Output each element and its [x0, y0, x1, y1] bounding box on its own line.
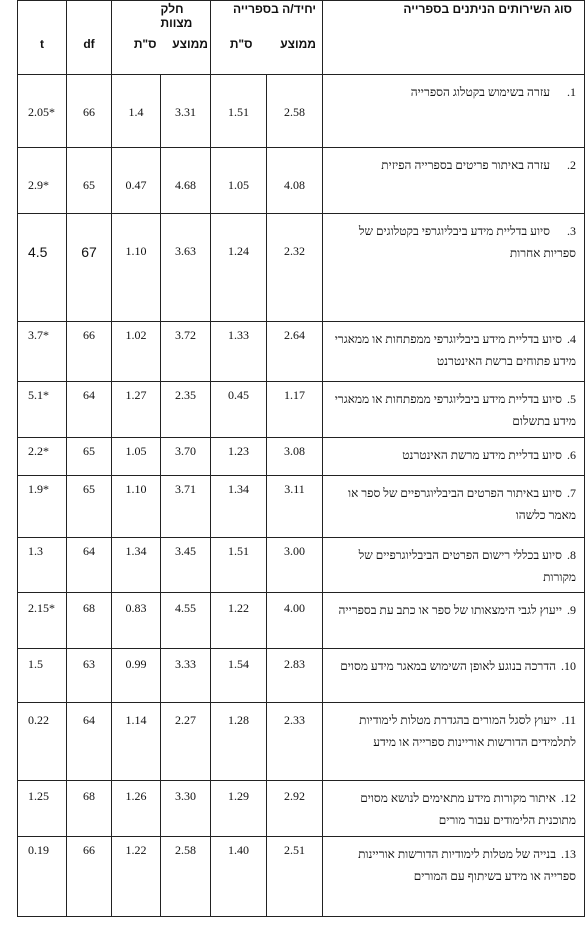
service-description-cell [323, 649, 585, 703]
librarian-sd-cell [211, 148, 267, 214]
librarian-sd-cell [211, 649, 267, 703]
librarian-mean: 2.64 [284, 328, 305, 342]
table-row [18, 476, 585, 538]
service-description-cell [323, 214, 585, 322]
t-value-cell [18, 214, 67, 322]
librarian-sd: 1.29 [228, 789, 249, 803]
table-row [18, 781, 585, 837]
librarian-sd-cell [211, 382, 267, 438]
df-value-cell [67, 649, 112, 703]
df-value: 66 [83, 328, 95, 342]
df-value-cell [67, 837, 112, 917]
item-number: 12. [561, 791, 576, 805]
t-value-cell [18, 837, 67, 917]
librarian-mean: 1.17 [284, 388, 305, 402]
librarian-mean-cell [267, 703, 323, 781]
librarian-mean: 3.00 [284, 544, 305, 558]
majority-sd: 0.99 [125, 657, 147, 671]
item-number: 8. [567, 548, 576, 562]
majority-sd-cell [112, 837, 161, 917]
majority-sd: 1.4 [128, 105, 144, 119]
header-majority-sd-cell [112, 1, 161, 75]
librarian-mean-cell [267, 781, 323, 837]
service-description: ייעוץ לסגל המורים בהגדרת מטלות לימודיות לתלמידים הדורשות אוריינות ספרייה או מידע [359, 713, 576, 749]
librarian-sd-cell [211, 781, 267, 837]
majority-mean-cell [161, 781, 211, 837]
librarian-sd: 1.51 [228, 544, 249, 558]
majority-mean: 3.31 [175, 105, 196, 119]
librarian-sd: 1.40 [228, 843, 249, 857]
librarian-mean: 2.58 [284, 105, 305, 119]
table-row [18, 538, 585, 593]
librarian-mean: 2.51 [284, 843, 305, 857]
t-value: 1.3 [28, 544, 43, 558]
majority-sd-cell [112, 322, 161, 382]
t-value-cell [18, 593, 67, 649]
service-description: עזרה באיתור פריטים בספרייה הפיזית [381, 158, 550, 172]
librarian-mean-cell [267, 649, 323, 703]
table-row [18, 382, 585, 438]
t-value-cell [18, 781, 67, 837]
df-value: 66 [83, 105, 95, 119]
t-value-cell [18, 538, 67, 593]
service-description-cell [323, 148, 585, 214]
t-value-cell [18, 148, 67, 214]
librarian-sd: 1.24 [228, 244, 249, 258]
librarian-mean: 3.08 [284, 444, 305, 458]
majority-sd: 1.10 [125, 244, 147, 258]
item-number: 4. [567, 332, 576, 346]
majority-sd: 1.22 [125, 843, 147, 857]
majority-sd-cell [112, 75, 161, 148]
statistics-table [17, 0, 585, 917]
majority-mean-cell [161, 476, 211, 538]
majority-mean-cell [161, 649, 211, 703]
librarian-sd-cell [211, 476, 267, 538]
table-row [18, 75, 585, 148]
header-t-cell [18, 1, 67, 75]
majority-mean: 3.45 [175, 544, 196, 558]
librarian-mean: 2.33 [284, 713, 305, 727]
t-value-cell [18, 476, 67, 538]
majority-mean-cell [161, 322, 211, 382]
item-number: 3. [567, 224, 576, 238]
service-description: ייעוץ לגבי הימצאותו של ספר או כתב עת בספרייה [338, 603, 562, 617]
librarian-mean: 2.32 [284, 244, 305, 258]
librarian-sd: 1.28 [228, 713, 249, 727]
df-value-cell [67, 781, 112, 837]
df-value-cell [67, 75, 112, 148]
service-description-cell [323, 703, 585, 781]
header-service-type-cell [323, 1, 585, 75]
service-description: איתור מקורות מידע מתאימים לנושא מסוים מתוכנית הלימודים עבור מורים [360, 791, 576, 827]
header-df-cell [67, 1, 112, 75]
majority-mean-cell [161, 382, 211, 438]
df-value-cell [67, 703, 112, 781]
df-value: 64 [83, 544, 95, 558]
item-number: 11. [561, 713, 576, 727]
majority-mean: 4.68 [175, 178, 196, 192]
table-row [18, 438, 585, 476]
majority-mean-cell [161, 75, 211, 148]
df-value-cell [67, 438, 112, 476]
librarian-sd: 1.22 [228, 601, 249, 615]
majority-mean: 3.63 [175, 244, 196, 258]
header-majority-cell [161, 1, 211, 75]
t-value-cell [18, 322, 67, 382]
header-librarian: יחיד/ה בספרייה [233, 2, 316, 16]
header-service-type: סוג השירותים הניתנים בספרייה [403, 2, 572, 16]
majority-sd-cell [112, 382, 161, 438]
majority-mean: 3.70 [175, 444, 196, 458]
t-value: 2.2* [28, 444, 49, 458]
t-value: 1.25 [28, 789, 49, 803]
librarian-sd-cell [211, 538, 267, 593]
librarian-mean-cell [267, 593, 323, 649]
t-value-cell [18, 438, 67, 476]
service-description-cell [323, 382, 585, 438]
majority-sd: 1.10 [125, 482, 147, 496]
service-description-cell [323, 538, 585, 593]
df-value-cell [67, 148, 112, 214]
t-value: 2.9* [28, 178, 49, 192]
librarian-sd-cell [211, 322, 267, 382]
librarian-sd-cell [211, 75, 267, 148]
librarian-sd-cell [211, 214, 267, 322]
t-value: 0.19 [28, 843, 49, 857]
item-number: 7. [567, 486, 576, 500]
librarian-sd: 1.05 [228, 178, 249, 192]
librarian-mean-cell [267, 438, 323, 476]
majority-mean: 2.58 [175, 843, 196, 857]
majority-mean: 2.35 [175, 388, 196, 402]
service-description-cell [323, 781, 585, 837]
service-description: סיוע בדליית מידע מרשת האינטרנט [402, 448, 562, 462]
t-value-cell [18, 649, 67, 703]
librarian-sd-cell [211, 593, 267, 649]
librarian-mean-cell [267, 382, 323, 438]
service-description-cell [323, 322, 585, 382]
t-value: 1.9* [28, 482, 49, 496]
librarian-mean-cell [267, 837, 323, 917]
majority-sd-cell [112, 781, 161, 837]
t-value: 5.1* [28, 388, 49, 402]
service-description-cell [323, 476, 585, 538]
librarian-mean: 4.00 [284, 601, 305, 615]
majority-sd-cell [112, 476, 161, 538]
majority-sd-cell [112, 703, 161, 781]
librarian-sd: 1.51 [228, 105, 249, 119]
service-description: סיוע בדליית מידע ביבליוגרפי ממפתחות או ממאגרי מידע פתוחים ברשת האינטרנט [334, 332, 576, 368]
table-row [18, 322, 585, 382]
librarian-mean-cell [267, 538, 323, 593]
librarian-mean-cell [267, 214, 323, 322]
service-description-cell [323, 438, 585, 476]
librarian-sd: 1.33 [228, 328, 249, 342]
df-value: 68 [83, 601, 95, 615]
librarian-sd: 1.54 [228, 657, 249, 671]
librarian-mean-cell [267, 75, 323, 148]
librarian-sd-cell [211, 438, 267, 476]
majority-mean-cell [161, 703, 211, 781]
df-value: 68 [83, 789, 95, 803]
librarian-sd: 0.45 [228, 388, 249, 402]
item-number: 9. [567, 603, 576, 617]
majority-mean-cell [161, 148, 211, 214]
df-value: 64 [83, 388, 95, 402]
item-number: 1. [567, 85, 576, 99]
librarian-mean: 2.83 [284, 657, 305, 671]
df-value-cell [67, 593, 112, 649]
librarian-mean-cell [267, 148, 323, 214]
majority-mean-cell [161, 593, 211, 649]
df-value-cell [67, 476, 112, 538]
majority-sd: 1.26 [125, 789, 147, 803]
table-row [18, 649, 585, 703]
majority-mean: 3.30 [175, 789, 196, 803]
majority-sd-cell [112, 214, 161, 322]
table-header-row [18, 1, 585, 75]
majority-sd: 1.02 [125, 328, 147, 342]
majority-mean: 3.33 [175, 657, 196, 671]
header-majority-sd: ס"ת [133, 37, 157, 51]
majority-sd: 0.47 [125, 178, 147, 192]
item-number: 13. [561, 847, 576, 861]
service-description-cell [323, 75, 585, 148]
service-description-cell [323, 837, 585, 917]
majority-mean: 3.71 [175, 482, 196, 496]
df-value: 66 [83, 843, 95, 857]
item-number: 6. [567, 448, 576, 462]
service-description: עזרה בשימוש בקטלוג הספרייה [410, 85, 550, 99]
table-row [18, 148, 585, 214]
majority-mean-cell [161, 438, 211, 476]
majority-sd-cell [112, 593, 161, 649]
majority-mean-cell [161, 538, 211, 593]
t-value-cell [18, 75, 67, 148]
table-row [18, 837, 585, 917]
item-number: 2. [567, 158, 576, 172]
majority-sd: 1.05 [125, 444, 147, 458]
majority-mean-cell [161, 214, 211, 322]
df-value: 65 [83, 482, 95, 496]
header-majority-mean: ממוצע [172, 37, 208, 51]
service-description: סיוע בדליית מידע ביבליוגרפי בקטלוגים של ספריות אחרות [358, 224, 576, 260]
majority-mean: 4.55 [175, 601, 196, 615]
majority-sd-cell [112, 649, 161, 703]
df-value: 64 [83, 713, 95, 727]
df-value: 63 [83, 657, 95, 671]
service-description: סיוע בכללי רישום הפרטים הביבליוגרפיים של מקורות [358, 548, 576, 584]
item-number: 10. [561, 659, 576, 673]
majority-sd: 1.34 [125, 544, 147, 558]
t-value-cell [18, 382, 67, 438]
df-value-cell [67, 538, 112, 593]
t-value: 0.22 [28, 713, 49, 727]
librarian-mean-cell [267, 476, 323, 538]
service-description-cell [323, 593, 585, 649]
t-value: 1.5 [28, 657, 43, 671]
table-row [18, 214, 585, 322]
t-value: 4.5 [28, 244, 48, 260]
df-value-cell [67, 322, 112, 382]
librarian-mean: 2.92 [284, 789, 305, 803]
librarian-sd: 1.23 [228, 444, 249, 458]
librarian-mean: 4.08 [284, 178, 305, 192]
majority-sd: 0.83 [125, 601, 147, 615]
majority-sd: 1.14 [125, 713, 147, 727]
majority-sd-cell [112, 538, 161, 593]
t-value: 2.05* [28, 105, 55, 119]
header-t: t [40, 37, 44, 51]
librarian-sd: 1.34 [228, 482, 249, 496]
header-majority: חלק מצוות [160, 2, 193, 30]
header-librarian-sd: ס"ת [229, 37, 253, 51]
majority-sd-cell [112, 148, 161, 214]
table-row [18, 703, 585, 781]
service-description: בנייה של מטלות לימודיות הדורשות אוריינות ספרייה או מידע בשיתוף עם המורים [358, 847, 576, 883]
header-df: df [83, 37, 95, 51]
majority-sd: 1.27 [125, 388, 147, 402]
t-value-cell [18, 703, 67, 781]
df-value: 65 [83, 444, 95, 458]
librarian-mean-cell [267, 322, 323, 382]
item-number: 5. [567, 392, 576, 406]
service-description: הדרכה בנוגע לאופן השימוש במאגר מידע מסוים [340, 659, 556, 673]
majority-mean-cell [161, 837, 211, 917]
df-value: 67 [81, 244, 97, 260]
majority-sd-cell [112, 438, 161, 476]
table-row [18, 593, 585, 649]
t-value: 2.15* [28, 601, 55, 615]
service-description: סיוע באיתור הפרטים הביבליוגרפיים של ספר או מאמר כלשהו [348, 486, 576, 522]
librarian-mean: 3.11 [284, 482, 305, 496]
librarian-sd-cell [211, 837, 267, 917]
df-value-cell [67, 382, 112, 438]
librarian-sd-cell [211, 703, 267, 781]
df-value-cell [67, 214, 112, 322]
df-value: 65 [83, 178, 95, 192]
majority-mean: 3.72 [175, 328, 196, 342]
majority-mean: 2.27 [175, 713, 196, 727]
t-value: 3.7* [28, 328, 49, 342]
header-librarian-mean: ממוצע [280, 37, 316, 51]
service-description: סיוע בדליית מידע ביבליוגרפי ממפתחות או ממאגרי מידע בתשלום [334, 392, 576, 428]
